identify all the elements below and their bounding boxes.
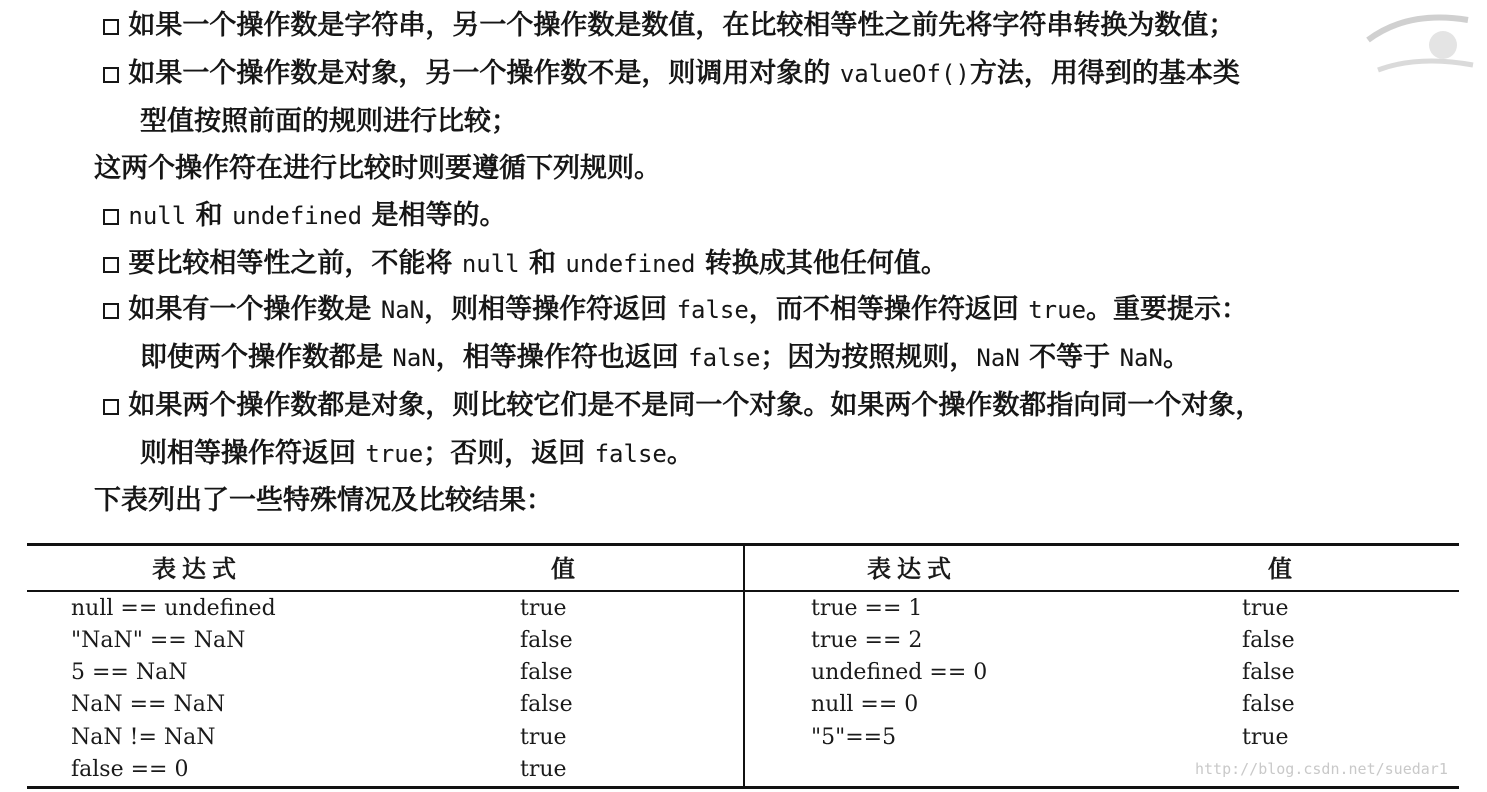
code: false <box>676 296 749 324</box>
table-row-left-5-expr: false == 0 <box>71 757 189 782</box>
code: null <box>128 202 187 230</box>
bullet-string-number <box>103 8 1235 44</box>
rule-text: 转换成其他任何值。 <box>695 248 948 279</box>
rule-text: 和 <box>186 200 233 231</box>
table-row-right-3-expr: null == 0 <box>811 692 919 717</box>
checkbox-bullet-icon <box>103 209 119 225</box>
table-row-left-4-value: true <box>520 725 567 750</box>
rule-text: 要比较相等性之前，不能将 <box>128 248 462 279</box>
rule-text: 。 <box>666 438 694 469</box>
rule-text: ；因为按照规则， <box>760 342 977 373</box>
code: true <box>365 440 424 468</box>
rules-intro <box>94 151 661 187</box>
code: false <box>594 440 667 468</box>
bullet-object-valueof <box>103 56 1240 92</box>
code: NaN <box>392 344 436 372</box>
checkbox-bullet-icon <box>103 257 119 273</box>
rule-nan <box>103 292 1248 328</box>
table-row-left-5-value: true <box>520 757 567 782</box>
table-row-left-1-value: false <box>520 628 573 653</box>
intro-text: 这两个操作符在进行比较时则要遵循下列规则。 <box>94 153 661 184</box>
table-row-left-2-expr: 5 == NaN <box>71 660 188 685</box>
code: null <box>461 250 520 278</box>
checkbox-bullet-icon <box>103 19 119 35</box>
code: undefined <box>565 250 696 278</box>
table-intro <box>94 483 553 519</box>
table-row-left-4-expr: NaN != NaN <box>71 725 216 750</box>
checkbox-bullet-icon <box>103 67 119 83</box>
checkbox-bullet-icon <box>103 303 119 319</box>
rule-text: ，而不相等操作符返回 <box>748 294 1029 325</box>
rule-objects <box>103 388 1262 424</box>
code: false <box>688 344 761 372</box>
rule-text: 是相等的。 <box>362 200 507 231</box>
rule-text: 如果两个操作数都是对象，则比较它们是不是同一个对象。如果两个操作数都指向同一个对象， <box>128 390 1263 421</box>
bullet-text: 如果一个操作数是字符串，另一个操作数是数值，在比较相等性之前先将字符串转换为数值； <box>128 10 1236 41</box>
table-row-left-0-value: true <box>520 596 567 621</box>
table-center-divider <box>743 545 745 786</box>
code: undefined <box>232 202 363 230</box>
table-row-right-1-value: false <box>1242 628 1295 653</box>
code: NaN <box>976 344 1020 372</box>
bullet-object-valueof-cont <box>140 104 518 140</box>
table-row-left-3-expr: NaN == NaN <box>71 692 226 717</box>
header-expression-right: 表达式 <box>867 554 957 583</box>
rule-null-undefined <box>103 198 506 234</box>
table-row-right-0-expr: true == 1 <box>811 596 923 621</box>
rule-text: 则相等操作符返回 <box>140 438 366 469</box>
rule-nan-cont <box>140 340 1190 376</box>
code: NaN <box>380 296 425 324</box>
rule-text: 如果有一个操作数是 <box>128 294 381 325</box>
intro-text: 下表列出了一些特殊情况及比较结果： <box>94 485 553 516</box>
table-row-right-0-value: true <box>1242 596 1289 621</box>
table-row-right-2-expr: undefined == 0 <box>811 660 988 685</box>
bullet-text: 如果一个操作数是对象，另一个操作数不是，则调用对象的 <box>128 58 840 89</box>
corner-stamp-icon <box>1348 0 1478 100</box>
code-valueof: valueOf() <box>839 60 970 88</box>
rule-text: ，相等操作符也返回 <box>435 342 689 373</box>
header-value-left: 值 <box>551 554 581 583</box>
table-row-left-2-value: false <box>520 660 573 685</box>
header-value-right: 值 <box>1268 554 1298 583</box>
table-row-right-3-value: false <box>1242 692 1295 717</box>
bullet-text: 方法，用得到的基本类 <box>969 58 1240 89</box>
header-expression-left: 表达式 <box>152 554 242 583</box>
table-row-right-4-value: true <box>1242 725 1289 750</box>
table-bottom-rule <box>27 786 1459 789</box>
table-row-left-1-expr: "NaN" == NaN <box>71 628 246 653</box>
rule-text: 即使两个操作数都是 <box>140 342 393 373</box>
table-row-left-3-value: false <box>520 692 573 717</box>
rule-text: 和 <box>519 248 566 279</box>
rule-text: ；否则，返回 <box>423 438 595 469</box>
rule-text: 不等于 <box>1019 342 1120 373</box>
table-row-right-2-value: false <box>1242 660 1295 685</box>
code: NaN <box>1119 344 1163 372</box>
rule-text: 。重要提示： <box>1086 294 1249 325</box>
rule-text: ，则相等操作符返回 <box>424 294 677 325</box>
bullet-text: 型值按照前面的规则进行比较； <box>140 106 518 137</box>
rule-no-conversion <box>103 246 948 282</box>
watermark-url: http://blog.csdn.net/suedar1 <box>1195 760 1448 778</box>
table-row-right-1-expr: true == 2 <box>811 628 923 653</box>
checkbox-bullet-icon <box>103 399 119 415</box>
table-row-right-4-expr: "5"==5 <box>811 725 897 750</box>
rule-text: 。 <box>1162 342 1190 373</box>
table-row-left-0-expr: null == undefined <box>71 596 276 621</box>
code: true <box>1028 296 1087 324</box>
rule-objects-cont <box>140 436 694 472</box>
